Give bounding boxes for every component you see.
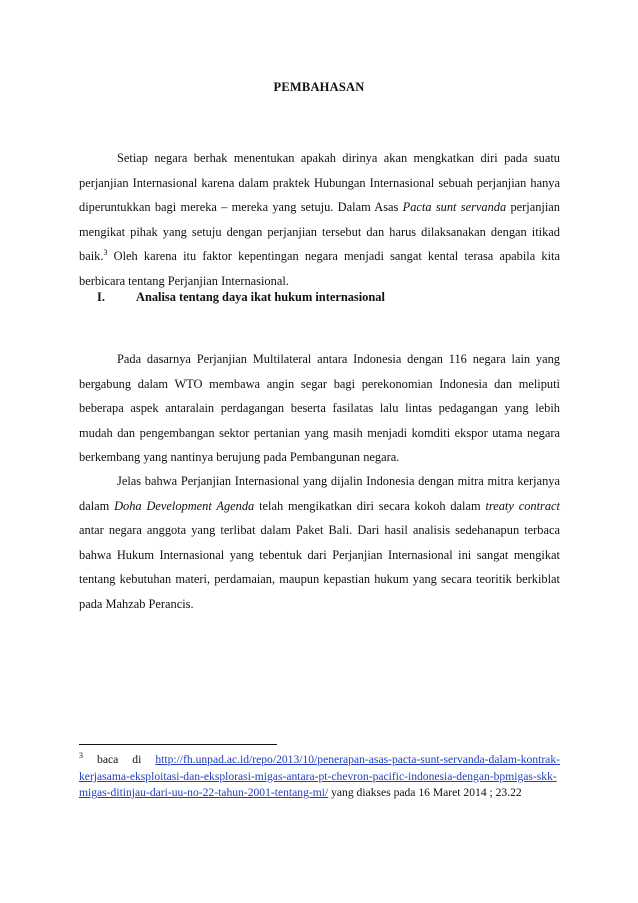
intro-text-2: perjanjian mengikat pihak yang setuju dengan perjanjian tersebut dan harus dilaksanakan dengan itikad baik. — [79, 200, 560, 264]
section-title: Analisa tentang daya ikat hukum internasional — [136, 290, 385, 304]
footnote-prefix: baca di — [83, 753, 156, 766]
footnote-marker: 3 — [79, 751, 83, 761]
para3-italic-doha: Doha Development Agenda — [114, 498, 255, 513]
footnote — [79, 752, 560, 802]
footnote-divider — [79, 744, 277, 745]
para3-text-3: antar negara anggota yang terlibat dalam Paket Bali. Dari hasil analisis sedehanapun terbaca bahwa Hukum Internasional yang tebentuk dari Perjanjian Internasional ini sangat mengikat tentang kebutuhan materi, perdamaian, maupun kepastian hukum yang secara teoritik berkiblat pada Mahzab Perancis. — [79, 523, 560, 611]
section-number: I. — [97, 290, 105, 304]
intro-text-1: Setiap negara berhak menentukan apakah dirinya akan mengkatkan diri pada suatu perjanjian Internasional karena dalam praktek Hubungan Internasional sebuah perjanjian hanya diperuntukkan bagi mereka – mereka yang setuju. Dalam Asas — [79, 151, 560, 215]
page-title: PEMBAHASAN — [273, 80, 365, 94]
para3-text-1: Jelas bahwa Perjanjian Internasional yang dijalin Indonesia dengan mitra mitra kerjanya dalam — [79, 474, 560, 513]
footnote-link[interactable]: http://fh.unpad.ac.id/repo/2013/10/penerapan-asas-pacta-sunt-servanda-dalam-kontrak-kerjasama-eksploitasi-dan-eksplorasi-migas-antara-pt-chevron-pacific-indonesia-dengan-bpmigas-skk-migas-ditinjau-dari-uu-no-22-tahun-2001-tentang-mi/ — [79, 753, 560, 800]
footnote-suffix: yang diakses pada 16 Maret 2014 ; 23.22 — [328, 786, 522, 800]
footnote-reference[interactable]: 3 — [103, 248, 108, 258]
intro-text-3: Oleh karena itu faktor kepentingan negara menjadi sangat kental terasa apabila kita berbicara tentang Perjanjian Internasional. — [79, 249, 560, 288]
body-paragraph-3 — [79, 469, 560, 617]
body-paragraph-2: Pada dasarnya Perjanjian Multilateral antara Indonesia dengan 116 negara lain yang bergabung dalam WTO membawa angin segar bagi perekonomian Indonesia dan meliputi beberapa aspek antaralain perdagangan beserta fasilatas lalu lintas pedagangan yang lebih mudah dan pengembangan sektor pertanian yang masih menjadi komditi ekspor utama negara berkembang yang nantinya berujung pada Pembangunan negara. — [79, 352, 560, 465]
intro-italic-pacta: Pacta sunt servanda — [402, 200, 507, 215]
section-heading — [97, 290, 385, 305]
para3-text-2: telah mengikatkan diri secara kokoh dalam — [254, 498, 486, 513]
intro-paragraph — [79, 146, 560, 294]
para3-italic-treaty: treaty contract — [485, 498, 560, 513]
